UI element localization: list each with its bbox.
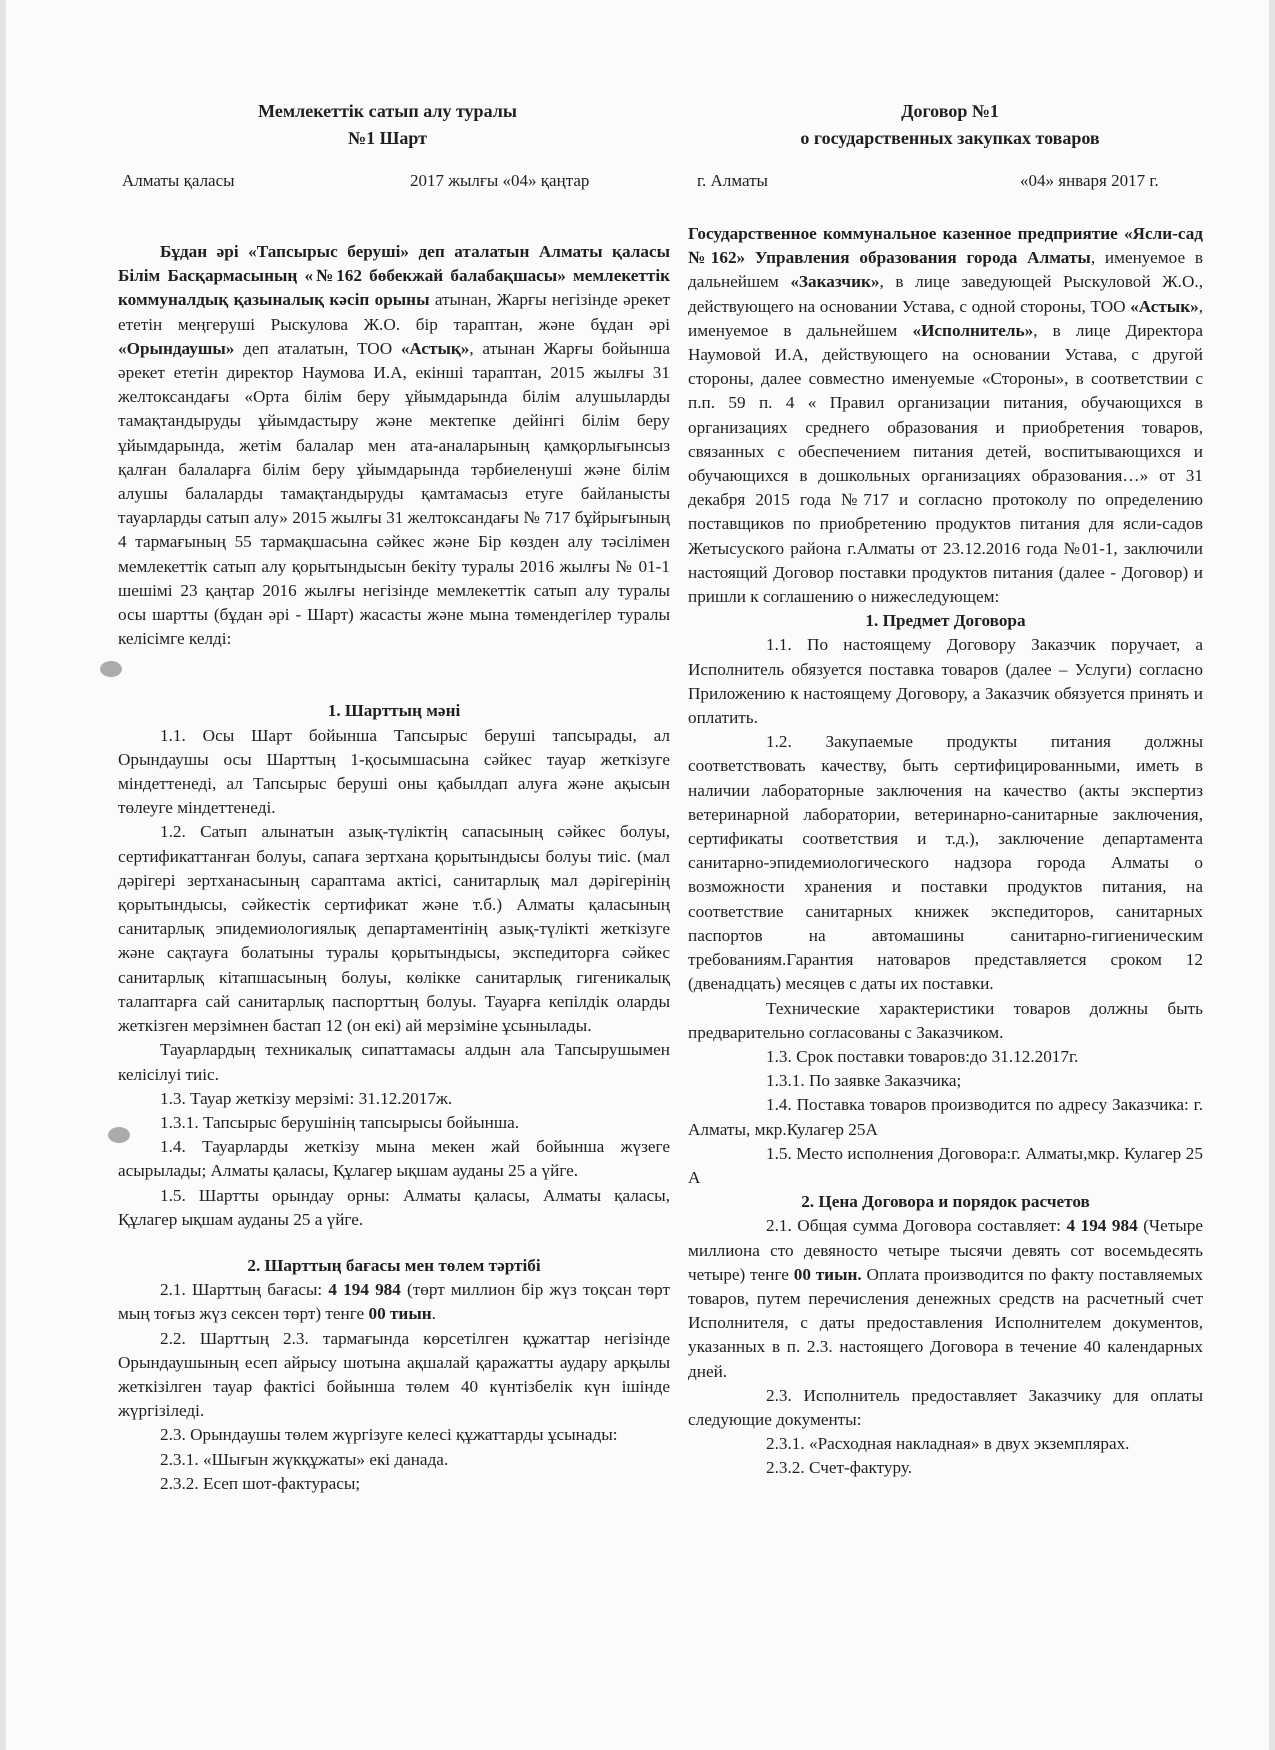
kz-date: 2017 жылғы «04» қаңтар	[410, 171, 590, 190]
ru-clause-1-3: 1.3. Срок поставки товаров:до 31.12.2017г.	[766, 1046, 1079, 1066]
ru-section-1-title: 1. Предмет Договора	[865, 611, 1026, 631]
ru-section-2-title: 2. Цена Договора и порядок расчетов	[801, 1192, 1090, 1212]
kz-clause-1-2: 1.2. Сатып алынатын азық-түліктің сапасының сәйкес болуы, сертификаттанған болуы, сапаға зертхана қорытындысы болуы тиіс. (мал дәрігері зертханасының сараптама актісі, санитарлық мал дәрігерінің қорытындысы, сәйкестік сертификат және т.б.) Алматы қаласының санитарлық эпидемиологиялық департаментінің азық-түлікті жеткізуге және сақтауға болатыны туралы қорытындысы, экспедиторға сәйкес санитарлық кітапшасының болуы, көлікке санитарлық гигеникалық талаптарға сай санитарлық паспорттың болуы. Тауарға кепілдік оларды жеткізген мерзімнен бастап 12 (он екі) ай мерзіміне ұсынылады.	[118, 822, 670, 1036]
kz-clause-1-5: 1.5. Шартты орындау орны: Алматы қаласы, Алматы қаласы, Құлагер ықшам ауданы 25 а үйге.	[118, 1185, 670, 1229]
kz-section-1-title: 1. Шарттың мәні	[327, 701, 461, 721]
kz-clause-2-2: 2.2. Шарттың 2.3. тармағында көрсетілген құжаттар негізінде Орындаушының есеп айрысу шотына ақшалай қаражатты аудару арқылы жеткізілген тауар фактісі бойынша төлем 40 күнтізбелік күн ішінде жүргізіледі.	[118, 1328, 670, 1421]
kz-clause-1-4: 1.4. Тауарларды жеткізу мына мекен жай бойынша жүзеге асырылады; Алматы қаласы, Құлагер ықшам ауданы 25 а үйге.	[118, 1137, 670, 1181]
kz-title-line2: №1 Шарт	[348, 128, 427, 148]
kz-clause-2-3-1: 2.3.1. «Шығын жүкқұжаты» екі данада.	[160, 1449, 449, 1469]
kz-city: Алматы қаласы	[122, 171, 235, 190]
kz-clause-2-3-2: 2.3.2. Есеп шот-фактурасы;	[160, 1473, 361, 1493]
kz-clause-1-3-1: 1.3.1. Тапсырыс берушінің тапсырысы бойынша.	[160, 1112, 520, 1132]
ru-clause-1-1: 1.1. По настоящему Договору Заказчик поручает, а Исполнитель обязуется поставка товаров (далее – Услуги) согласно Приложению к настоящему Договору, а Заказчик обязуется принять и оплатить.	[688, 635, 1203, 728]
ru-tech-spec: Технические характеристики товаров должны быть предварительно согласованы с Заказчиком.	[688, 998, 1203, 1042]
ru-date: «04» января 2017 г.	[1020, 171, 1159, 190]
ru-clause-2-3-2: 2.3.2. Счет-фактуру.	[766, 1458, 913, 1478]
ru-clause-1-3-1: 1.3.1. По заявке Заказчика;	[766, 1071, 962, 1091]
kz-section-2-title: 2. Шарттың бағасы мен төлем тәртібі	[247, 1255, 541, 1275]
kz-column	[118, 240, 670, 1496]
ru-preamble: Государственное коммунальное казенное предприятие «Ясли-сад №162» Управления образования города Алматы, именуемое в дальнейшем «Заказчик», в лице заведующей Рыскуловой Ж.О., действующего на основании Устава, с одной стороны, ТОО «Астык», именуемое в дальнейшем «Исполнитель», в лице Директора Наумовой И.А, действующего на основании Устава, с другой стороны, далее совместно именуемые «Стороны», в соответствии с п.п. 59 п. 4 « Правил организации питания, обучающихся в организациях среднего образования и приобретения товаров, связанных с обеспечением питания детей, воспитывающихся и обучающихся в дошкольных организациях образования…» от 31 декабря 2015 года №717 и согласно протоколу по определению поставщиков по приобретению продуктов питания для ясли-садов Жетысуского района г.Алматы от 23.12.2016 года №01-1, заключили настоящий Договор поставки продуктов питания (далее - Договор) и пришли к соглашению о нижеследующем:	[688, 224, 1203, 607]
ru-title-line2: о государственных закупках товаров	[800, 128, 1100, 148]
kz-clause-2-1: 2.1. Шарттың бағасы: 4 194 984 (төрт миллион бір жүз тоқсан төрт мың тоғыз жүз сексен төрт) тенге 00 тиын.	[118, 1280, 670, 1324]
ru-column	[688, 222, 1203, 1481]
ru-title-line1: Договор №1	[901, 101, 999, 121]
kz-tech-spec: Тауарлардың техникалық сипаттамасы алдын ала Тапсырушымен келісілуі тиіс.	[118, 1040, 670, 1084]
ru-clause-1-4: 1.4. Поставка товаров производится по адресу Заказчика: г. Алматы, мкр.Кулагер 25А	[688, 1095, 1203, 1139]
ru-clause-2-3-1: 2.3.1. «Расходная накладная» в двух экземплярах.	[766, 1434, 1130, 1454]
ru-city: г. Алматы	[697, 171, 768, 190]
kz-clause-2-3: 2.3. Орындаушы төлем жүргізуге келесі құжаттарды ұсынады:	[160, 1425, 618, 1445]
kz-title-line1: Мемлекеттік сатып алу туралы	[258, 101, 517, 121]
ru-clause-1-2: 1.2. Закупаемые продукты питания должны соответствовать качеству, быть сертифицированными, иметь в наличии лабораторные заключения на качество (акты экспертиз ветеринарной лаборатории, ветеринарно-санитарные заключения, сертификаты соответствия и т.д.), заключение департамента санитарно-эпидемиологического надзора города Алматы о возможности хранения и поставки продуктов питания, на соответствие санитарных книжек экспедиторов, санитарных паспортов на автомашины санитарно-гигиеническим требованиям.Гарантия натоваров представляется сроком 12 (двенадцать) месяцев с даты их поставки.	[688, 732, 1203, 994]
ru-clause-2-3: 2.3. Исполнитель предоставляет Заказчику для оплаты следующие документы:	[688, 1385, 1203, 1429]
scan-right-edge	[1269, 0, 1275, 1750]
ru-title	[735, 98, 1165, 152]
kz-clause-1-3: 1.3. Тауар жеткізу мерзімі: 31.12.2017ж.	[160, 1088, 453, 1108]
ru-clause-1-5: 1.5. Место исполнения Договора:г. Алматы,мкр. Кулагер 25 А	[688, 1143, 1203, 1187]
kz-preamble: Бұдан әрі «Тапсырыс беруші» деп аталатын Алматы қаласы Білім Басқармасының «№162 бөбекжай балабақшасы» мемлекеттік коммуналдық қазыналық кәсіп орыны атынан, Жарғы негізінде әрекет ететін меңгеруші Рыскулова Ж.О. бір тараптан, және бұдан әрі «Орындаушы» деп аталатын, ТОО «Астық», атынан Жарғы бойынша әрекет ететін директор Наумова И.А, екінші тараптан, 2015 жылғы 31 желтоксандағы «Орта білім беру ұйымдарында білім алушыларды тамақтандыруды ұйымдастыру және мектепке дейінгі білім беру ұйымдарында, жетім балалар мен ата-аналарының қамқорлығынсыз қалған балаларға білім беру ұйымдарында тәрбиеленуші және білім алушы балаларды тамақтандыруды қамтамасыз етуге байланысты тауарларды сатып алу» 2015 жылғы 31 желтоксандағы № 717 бұйрығының 4 тармағының 55 тармақшасына сәйкес және Бір көзден алу тәсілімен мемлекеттік сатып алу қорытындысын бекіту туралы 2016 жылғы № 01-1 шешімі 23 қаңтар 2016 жылғы негізінде мемлекеттік сатып алу туралы осы шартты (бұдан әрі - Шарт) жасасты және мына төмендегілер туралы келісімге келді:	[118, 242, 670, 649]
kz-clause-1-1: 1.1. Осы Шарт бойынша Тапсырыс беруші тапсырады, ал Орындаушы осы Шарттың 1-қосымшасына сәйкес тауар жеткізуге міндеттенеді, ал Тапсырыс беруші оны қабылдап алуға және ақысын төлеуге міндеттенеді.	[118, 725, 670, 818]
kz-title	[190, 98, 585, 152]
ru-clause-2-1: 2.1. Общая сумма Договора составляет: 4 194 984 (Четыре миллиона сто девяносто четыре тысячи девять сот восемьдесять четыре) тенге 00 тиын. Оплата производится по факту поставляемых товаров, путем перечисления денежных средств на расчетный счет Исполнителя, с даты предоставления Исполнителем документов, указанных в п. 2.3. настоящего Договора в течение 40 календарных дней.	[688, 1216, 1203, 1381]
scan-left-edge	[0, 0, 6, 1750]
